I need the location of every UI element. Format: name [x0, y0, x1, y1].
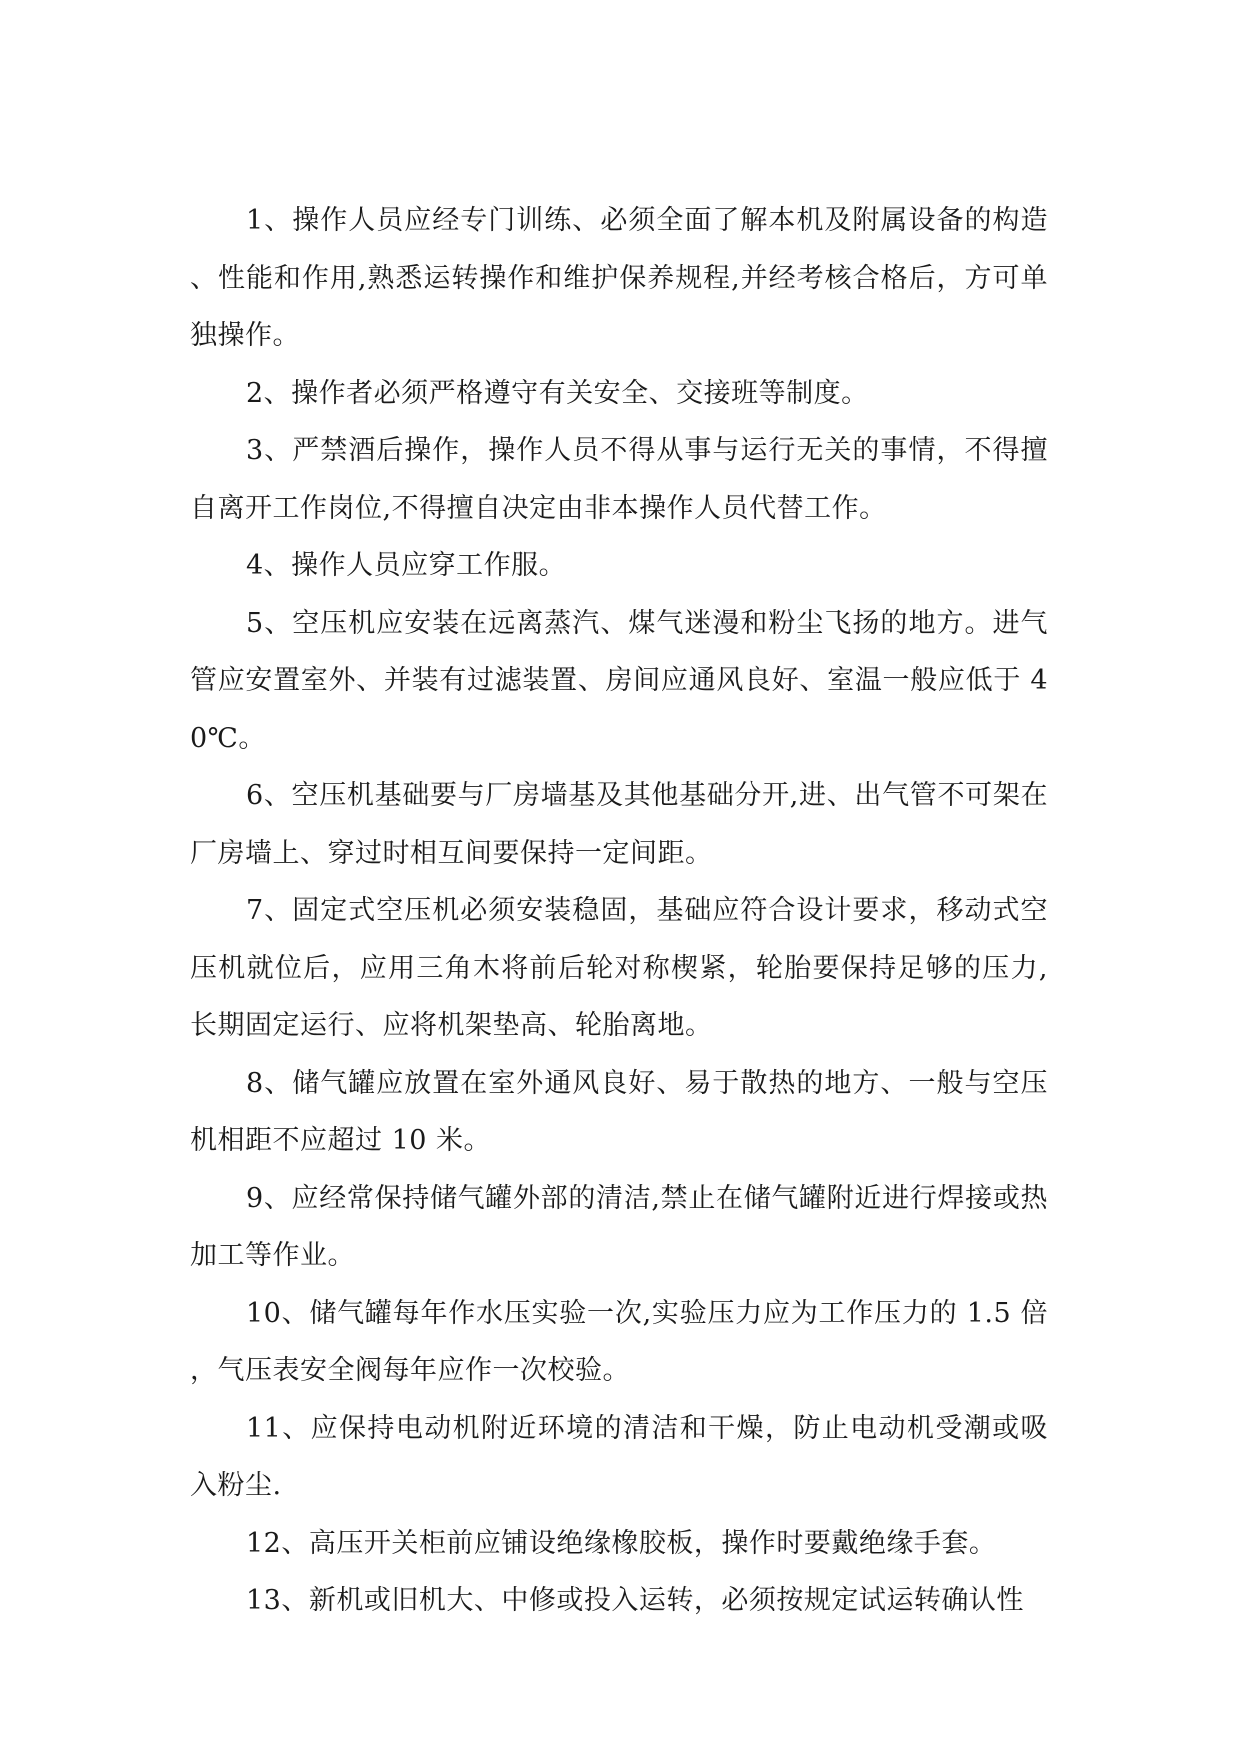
- paragraph-13: 13、新机或旧机大、中修或投入运转，必须按规定试运转确认性: [246, 1585, 1024, 1616]
- paragraph-5: 5、空压机应安装在远离蒸汽、煤气迷漫和粉尘飞扬的地方。进气管应安置室外、并装有过滤装置、房间应通风良好、室温一般应低于 40℃。: [190, 607, 1048, 754]
- paragraph-6: 6、空压机基础要与厂房墙基及其他基础分开,进、出气管不可架在厂房墙上、穿过时相互间要保持一定间距。: [190, 780, 1048, 869]
- document-body: [190, 192, 1048, 1630]
- paragraph-2: 2、操作者必须严格遵守有关安全、交接班等制度。: [246, 377, 869, 409]
- paragraph-1: 1、操作人员应经专门训练、必须全面了解本机及附属设备的构造、性能和作用,熟悉运转操作和维护保养规程,并经考核合格后，方可单独操作。: [190, 205, 1048, 351]
- paragraph-8: 8、储气罐应放置在室外通风良好、易于散热的地方、一般与空压机相距不应超过 10 米。: [190, 1067, 1048, 1156]
- paragraph-9: 9、应经常保持储气罐外部的清洁,禁止在储气罐附近进行焊接或热加工等作业。: [190, 1182, 1048, 1271]
- paragraph-10: 10、储气罐每年作水压实验一次,实验压力应为工作压力的 1.5 倍，气压表安全阀每年应作一次校验。: [190, 1297, 1048, 1386]
- paragraph-4: 4、操作人员应穿工作服。: [246, 550, 567, 581]
- paragraph-12: 12、高压开关柜前应铺设绝缘橡胶板，操作时要戴绝缘手套。: [246, 1527, 997, 1559]
- paragraph-7: 7、固定式空压机必须安装稳固，基础应符合设计要求，移动式空压机就位后，应用三角木将前后轮对称楔紧，轮胎要保持足够的压力,长期固定运行、应将机架垫高、轮胎离地。: [190, 895, 1048, 1041]
- paragraph-3: 3、严禁酒后操作，操作人员不得从事与运行无关的事情，不得擅自离开工作岗位,不得擅自决定由非本操作人员代替工作。: [190, 435, 1048, 524]
- paragraph-11: 11、应保持电动机附近环境的清洁和干燥，防止电动机受潮或吸入粉尘.: [190, 1412, 1048, 1501]
